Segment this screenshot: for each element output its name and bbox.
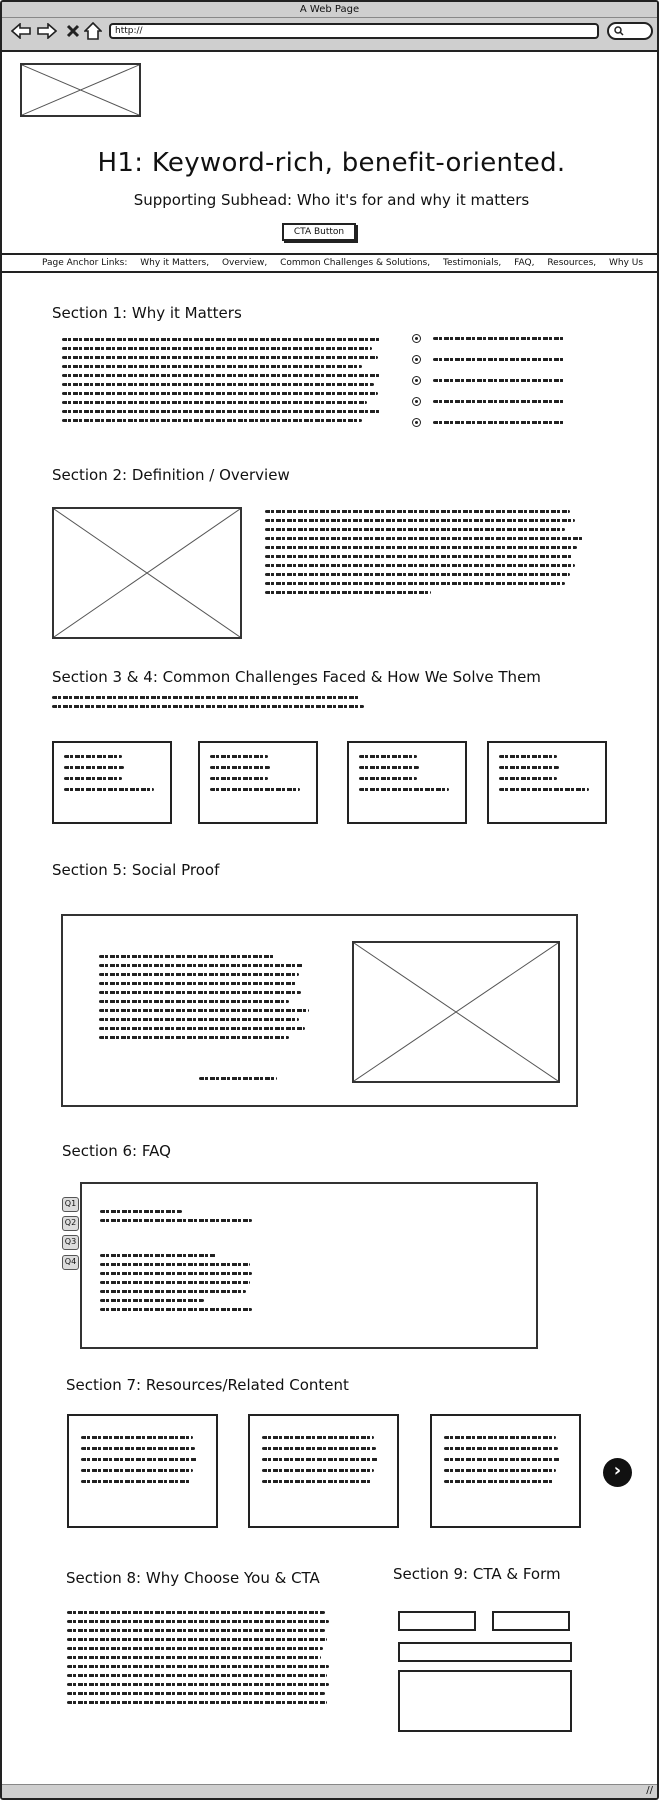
faq-tab-q4[interactable]: Q4 (62, 1255, 79, 1270)
logo-image-placeholder (20, 63, 141, 117)
message-textarea[interactable] (398, 1670, 572, 1732)
window-title: A Web Page (2, 2, 657, 18)
section-9-title: Section 9: CTA & Form (393, 1565, 561, 1583)
close-icon[interactable] (62, 18, 84, 44)
section-8-text (67, 1611, 329, 1710)
forward-arrow-icon[interactable] (36, 18, 58, 44)
section-6-title: Section 6: FAQ (62, 1142, 171, 1160)
chevron-right-icon[interactable]: › (603, 1458, 632, 1487)
faq-tab-q3[interactable]: Q3 (62, 1235, 79, 1250)
challenge-card (347, 741, 467, 824)
section-34-intro-text (52, 696, 364, 714)
anchor-link-overview[interactable]: Overview, (221, 258, 268, 268)
challenge-card (487, 741, 607, 824)
search-input[interactable] (607, 22, 653, 40)
section-1-title: Section 1: Why it Matters (52, 304, 242, 322)
anchor-link-testimonials[interactable]: Testimonials, (442, 258, 502, 268)
resource-card[interactable] (67, 1414, 218, 1528)
faq-answer-text (100, 1254, 252, 1317)
first-name-field[interactable] (398, 1611, 476, 1631)
list-item (412, 412, 565, 433)
section-2-text (265, 510, 585, 600)
back-arrow-icon[interactable] (10, 18, 32, 44)
list-item (412, 391, 565, 412)
faq-tab-q1[interactable]: Q1 (62, 1197, 79, 1212)
challenge-card (198, 741, 318, 824)
section-7-title: Section 7: Resources/Related Content (66, 1376, 349, 1394)
anchor-link-faq[interactable]: FAQ, (514, 258, 535, 268)
email-field[interactable] (398, 1642, 572, 1662)
anchor-link-resources[interactable]: Resources, (547, 258, 597, 268)
browser-toolbar (2, 18, 657, 52)
anchor-link-challenges[interactable]: Common Challenges & Solutions, (280, 258, 431, 268)
page-title: H1: Keyword-rich, benefit-oriented. (97, 148, 566, 178)
anchor-links-bar (2, 253, 657, 273)
home-icon[interactable] (82, 18, 104, 44)
anchor-links-label: Page Anchor Links: (42, 258, 128, 268)
section-34-title: Section 3 & 4: Common Challenges Faced & How We Solve Them (52, 668, 541, 686)
resource-card[interactable] (248, 1414, 399, 1528)
status-bar (2, 1784, 657, 1798)
search-icon (614, 26, 624, 39)
resize-grip-icon[interactable]: // (646, 1785, 653, 1796)
overview-image-placeholder (52, 507, 242, 639)
testimonial-author (199, 1077, 277, 1086)
section-1-bullet-list (412, 328, 565, 433)
list-item (412, 370, 565, 391)
testimonial-text (99, 955, 309, 1045)
list-item (412, 349, 565, 370)
last-name-field[interactable] (492, 1611, 570, 1631)
anchor-link-why-us[interactable]: Why Us (609, 258, 644, 268)
section-8-title: Section 8: Why Choose You & CTA (66, 1569, 320, 1587)
faq-question-text (100, 1210, 252, 1228)
cta-button[interactable]: CTA Button (282, 223, 356, 241)
challenge-card (52, 741, 172, 824)
resource-card[interactable] (430, 1414, 581, 1528)
anchor-link-why-it-matters[interactable]: Why it Matters, (140, 258, 210, 268)
testimonial-image-placeholder (352, 941, 560, 1083)
page-subtitle: Supporting Subhead: Who it's for and why it matters (133, 191, 530, 209)
section-5-title: Section 5: Social Proof (52, 861, 220, 879)
faq-tab-q2[interactable]: Q2 (62, 1216, 79, 1231)
list-item (412, 328, 565, 349)
section-2-title: Section 2: Definition / Overview (52, 466, 290, 484)
url-input[interactable]: http:// (109, 23, 599, 39)
section-1-text (62, 338, 382, 428)
